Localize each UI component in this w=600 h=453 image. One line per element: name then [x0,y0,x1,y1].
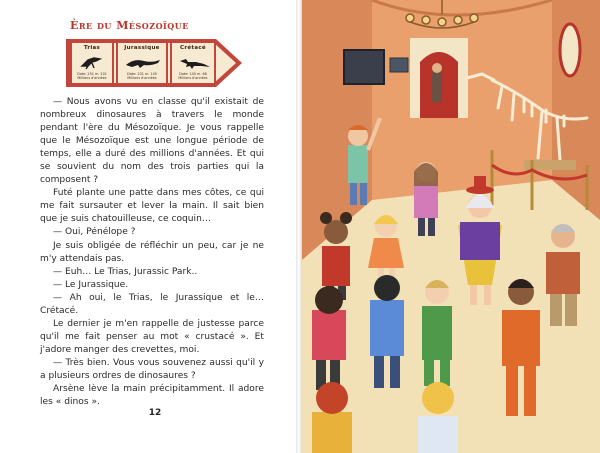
paragraph: — Ah oui, le Trias, le Jurassique et le… Crétacé. [40,292,264,316]
period-name: Crétacé [180,45,206,51]
timeline-banner [64,37,244,89]
period-jurassique [116,41,168,85]
page-number: 12 [148,408,162,418]
paragraph: — Le Jurassique. [53,279,129,290]
wall-mirror [560,24,580,76]
museum-illustration [302,0,600,453]
era-title: Ère du Mésozoïque [70,19,189,32]
period-info-2: Millions d'années [178,76,208,80]
story-text [40,96,264,409]
period-info-2: Millions d'années [127,76,157,80]
period-cretace [170,41,216,85]
period-name: Trias [83,45,101,51]
paragraph: Futé plante une patte dans mes côtes, ce qui me fait sursauter et lever la main. Il sait bien que je suis chatouilleuse, ce coquin… [40,188,264,225]
paragraph: — Nous avons vu en classe qu'il existait de nombreux dinosaures à travers le monde pendant l'ère du Mésozoïque. Je vous rappelle que le Mésozoïque est une longue période de temps, elle a duré des millions d'années. Et qui se souvient du nom des trois parties qui la composent ? [40,97,264,186]
dinosaur-icon [74,55,114,69]
paragraph: Je suis obligée de réfléchir un peu, car je ne m'y attendais pas. [40,240,264,264]
period-info-1: Date: 251 m. 201 [77,72,107,76]
dinosaur-icon [120,55,168,69]
paragraph: — Euh… Le Trias, Jurassic Park.. [53,266,198,277]
dinosaur-icon [174,55,216,69]
period-name: Jurassique [124,45,160,51]
paragraph: Le dernier je m'en rappelle de justesse parce qu'il me fait penser au mot « crustacé ». Et j'adore manger des crevettes, moi. [40,318,264,355]
character-foreground-red-hair [312,382,352,453]
doorway [410,38,468,118]
period-trias [70,41,114,85]
left-page [0,0,298,453]
paragraph: Arsène lève la main précipitamment. Il adore les « dinos ». [40,384,264,408]
period-info-2: Millions d'années [77,76,107,80]
paragraph: — Oui, Pénélope ? [53,227,136,238]
paragraph: — Très bien. Vous vous souvenez aussi qu'il y a plusieurs ordres de dinosaures ? [40,357,264,381]
period-info-1: Date: 145 m. 66 [179,72,207,76]
illustration-scene [302,0,600,453]
period-info-1: Date: 201 m. 145 [127,72,157,76]
character-foreground-blonde-boy [418,382,458,453]
wall-screen [344,50,384,84]
